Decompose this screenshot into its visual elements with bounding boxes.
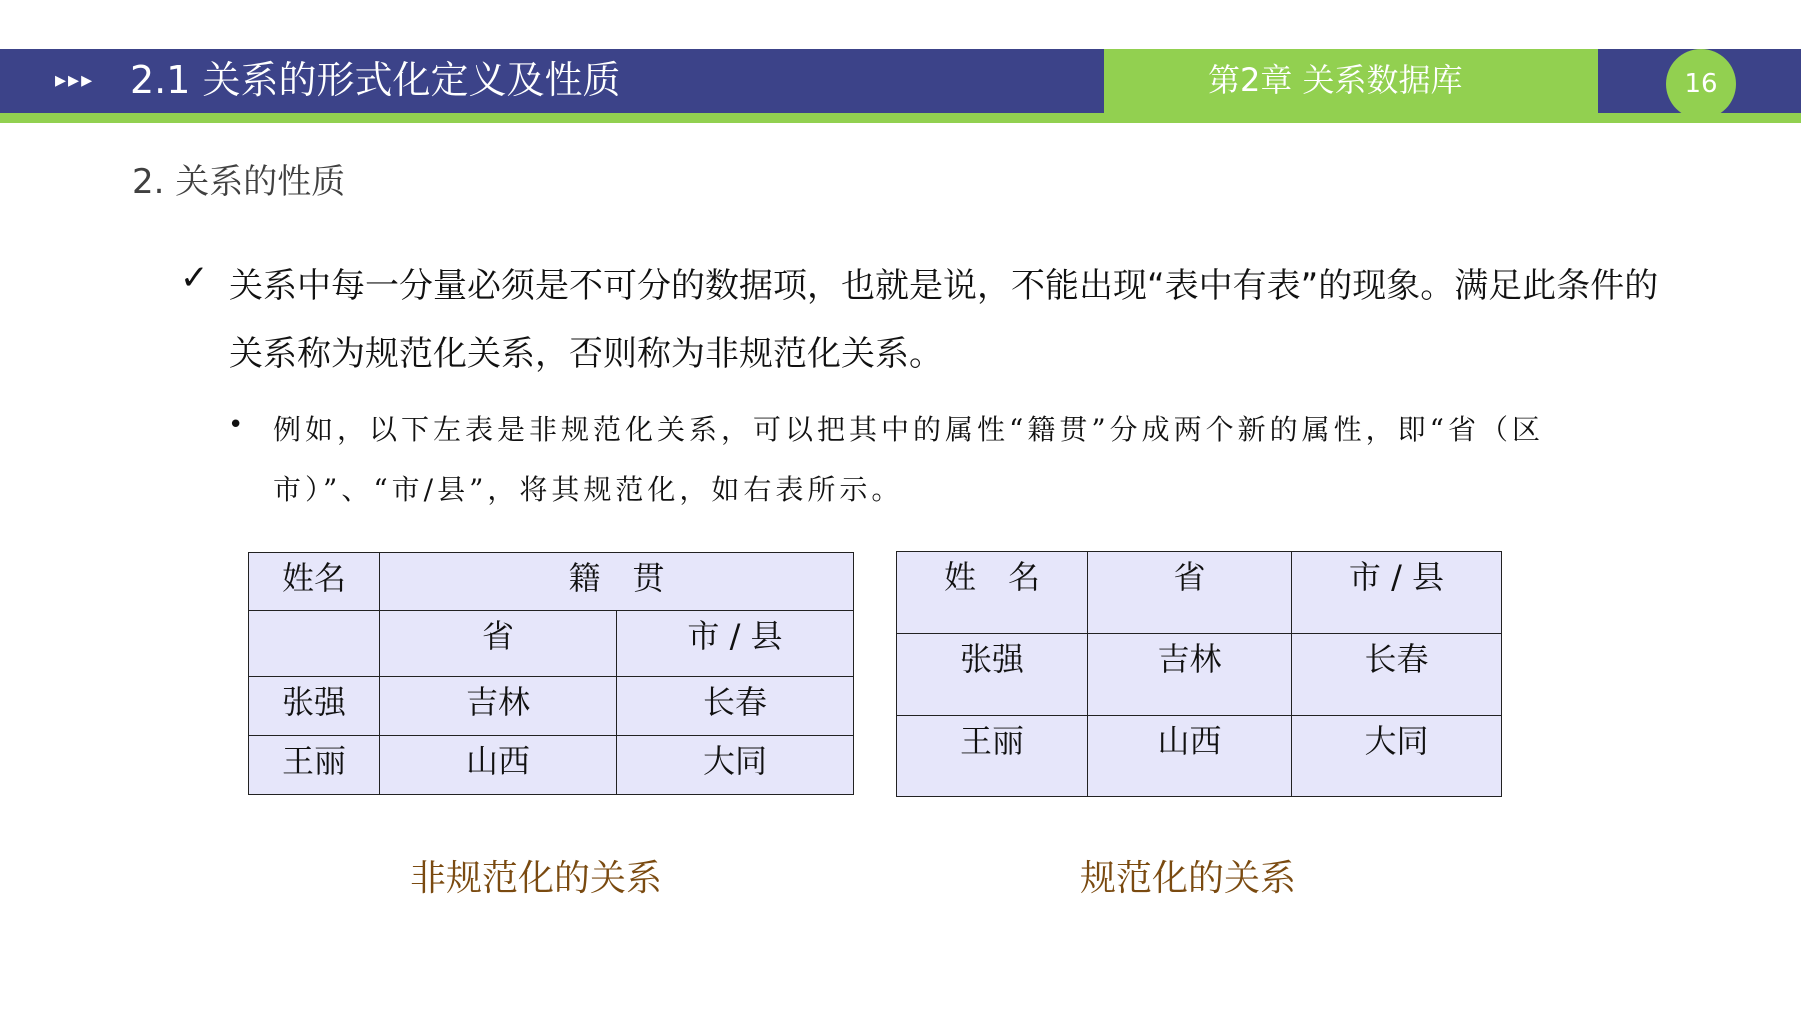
- normalized-table: [896, 551, 1502, 797]
- header-cell-name: 姓名: [249, 553, 380, 611]
- table-cell: 吉林: [1088, 634, 1292, 716]
- chapter-label: 第2章 关系数据库: [1208, 61, 1463, 99]
- section-heading: 2. 关系的性质: [132, 162, 346, 202]
- header-cell-city: 市 / 县: [1292, 552, 1502, 634]
- table-cell: 长春: [617, 677, 854, 736]
- table-cell: 大同: [1292, 716, 1502, 797]
- page-number-badge: 16: [1666, 49, 1736, 119]
- table-row: [249, 677, 854, 736]
- bullet-icon: •: [228, 410, 244, 440]
- table-cell: 长春: [1292, 634, 1502, 716]
- empty-cell: [249, 611, 380, 677]
- slide-title: 2.1 关系的形式化定义及性质: [130, 58, 621, 102]
- table-cell: 王丽: [897, 716, 1088, 797]
- table-cell: 山西: [1088, 716, 1292, 797]
- unnormalized-table: [248, 552, 854, 795]
- arrows-icon: ▸▸▸: [55, 68, 95, 93]
- table-cell: 吉林: [380, 677, 617, 736]
- table-cell: 张强: [897, 634, 1088, 716]
- table-cell: 王丽: [249, 736, 380, 795]
- table-cell: 张强: [249, 677, 380, 736]
- header-cell-native-place: 籍 贯: [380, 553, 854, 611]
- header-cell-name: 姓 名: [897, 552, 1088, 634]
- table-row: [249, 736, 854, 795]
- subheader-cell-city: 市 / 县: [617, 611, 854, 677]
- example-text: 例如，以下左表是非规范化关系，可以把其中的属性“籍贯”分成两个新的属性，即“省（区市）”、“市/县”，将其规范化，如右表所示。: [273, 413, 1544, 506]
- table-cell: 大同: [617, 736, 854, 795]
- right-table-caption: 规范化的关系: [1080, 858, 1297, 899]
- checkmark-icon: ✓: [180, 258, 209, 298]
- subheader-cell-province: 省: [380, 611, 617, 677]
- main-point-text: 关系中每一分量必须是不可分的数据项，也就是说，不能出现“表中有表”的现象。满足此条件的关系称为规范化关系，否则称为非规范化关系。: [229, 266, 1659, 374]
- table-row: [897, 634, 1502, 716]
- left-table-caption: 非规范化的关系: [410, 858, 663, 899]
- table-cell: 山西: [380, 736, 617, 795]
- header-underline: [0, 113, 1801, 123]
- table-row: [897, 716, 1502, 797]
- header-cell-province: 省: [1088, 552, 1292, 634]
